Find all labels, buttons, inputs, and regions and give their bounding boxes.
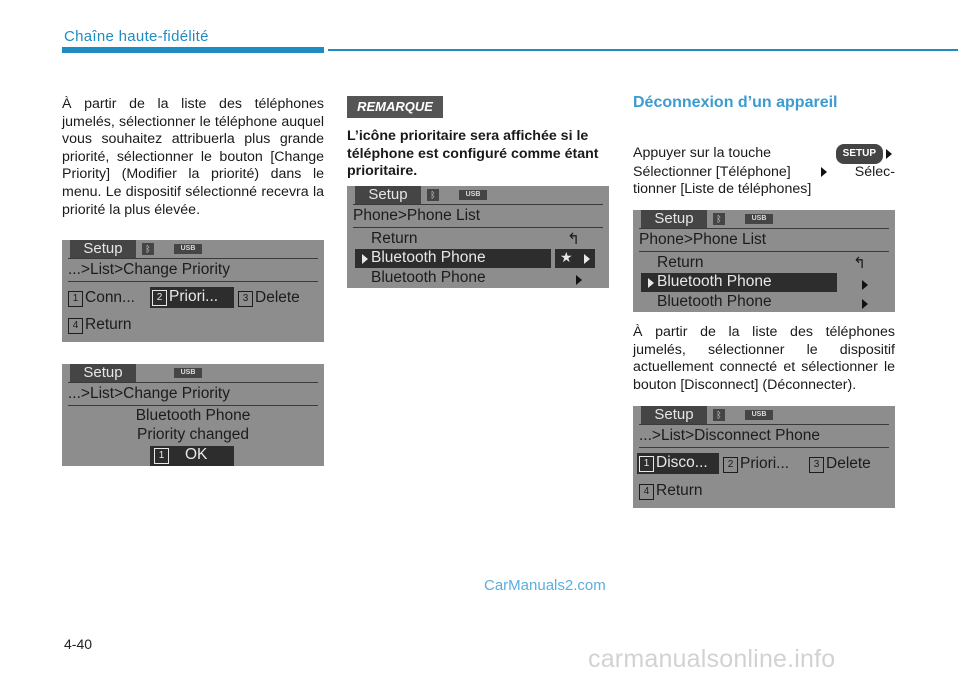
- lcd-row-phone[interactable]: Bluetooth Phone: [371, 269, 486, 286]
- page-number: 4-40: [64, 636, 93, 652]
- lcd-option-delete[interactable]: 3 Delete: [238, 289, 300, 307]
- lcd-tab-setup: Setup: [70, 364, 136, 382]
- usb-icon: USB: [174, 244, 202, 254]
- lcd-tab-setup: Setup: [70, 240, 136, 258]
- instruction-paragraph: Appuyer sur la touche SETUP Sélectionner [Téléphone] Sélec- tionner [Liste de téléphones]: [633, 145, 895, 198]
- bluetooth-icon: ᛒ: [142, 243, 154, 255]
- section-header-title: Chaîne haute-fidélité: [64, 28, 209, 45]
- lcd-divider: [68, 258, 318, 259]
- watermark-link[interactable]: CarManuals2.com: [484, 577, 606, 594]
- play-arrow-icon: [648, 278, 654, 288]
- lcd-tab-setup: Setup: [641, 406, 707, 424]
- arrow-right-icon: [584, 254, 590, 264]
- lcd-option-return[interactable]: 4 Return: [639, 482, 703, 500]
- note-badge: REMARQUE: [347, 96, 443, 118]
- priority-star-box: [555, 249, 595, 268]
- number-2-icon: 2: [723, 457, 738, 473]
- usb-icon: USB: [745, 214, 773, 224]
- lcd-divider: [639, 447, 889, 448]
- header-rule-thick: [62, 47, 324, 53]
- usb-icon: USB: [745, 410, 773, 420]
- lcd-option-disconnect-selected[interactable]: 1 Disco...: [637, 453, 719, 474]
- lcd-row-return[interactable]: Return: [657, 254, 704, 271]
- arrow-right-icon: [862, 299, 868, 309]
- number-1-icon: 1: [154, 448, 169, 464]
- setup-key-icon: SETUP: [836, 144, 883, 164]
- lcd-divider: [68, 281, 318, 282]
- number-1-icon: 1: [68, 291, 83, 307]
- lcd-path: Phone>Phone List: [353, 207, 481, 224]
- number-1-icon: 1: [639, 456, 654, 472]
- lcd-disconnect-phone: [633, 406, 895, 508]
- usb-icon: USB: [459, 190, 487, 200]
- bluetooth-icon: ᛒ: [713, 213, 725, 225]
- lcd-divider: [639, 251, 889, 252]
- arrow-right-icon: [576, 275, 582, 285]
- play-arrow-icon: [362, 254, 368, 264]
- lcd-divider: [68, 382, 318, 383]
- return-icon: ↰: [853, 255, 866, 272]
- lcd-phone-list: [633, 210, 895, 312]
- arrow-right-icon: [862, 280, 868, 290]
- lcd-tab-setup: Setup: [641, 210, 707, 228]
- lcd-option-priority-selected[interactable]: 2 Priori...: [150, 287, 234, 308]
- number-4-icon: 4: [639, 484, 654, 500]
- lcd-path: Phone>Phone List: [639, 231, 767, 248]
- lcd-change-priority: [62, 240, 324, 342]
- lcd-divider: [353, 227, 603, 228]
- lcd-row-phone[interactable]: Bluetooth Phone: [657, 293, 772, 310]
- section-title: Déconnexion d’un appareil: [633, 94, 838, 111]
- lcd-row-selected[interactable]: Bluetooth Phone: [355, 249, 551, 268]
- lcd-row-selected[interactable]: Bluetooth Phone: [641, 273, 837, 292]
- bluetooth-icon: ᛒ: [713, 409, 725, 421]
- lcd-row-return[interactable]: Return: [371, 230, 418, 247]
- lcd-option-connect[interactable]: 1 Conn...: [68, 289, 135, 307]
- lcd-divider: [353, 204, 603, 205]
- watermark-text: carmanualsonline.info: [588, 645, 836, 673]
- lcd-option-priority[interactable]: 2 Priori...: [723, 455, 789, 473]
- disconnect-paragraph: À partir de la liste des téléphones jumelés, sélectionner le dispositif actuellement connecté et sélectionner le bouton [Disconnect] (Déconnecter).: [633, 324, 895, 393]
- number-3-icon: 3: [238, 291, 253, 307]
- number-4-icon: 4: [68, 318, 83, 334]
- lcd-priority-changed: [62, 364, 324, 466]
- lcd-option-delete[interactable]: 3 Delete: [809, 455, 871, 473]
- arrow-right-icon: [821, 167, 827, 177]
- star-icon: ★: [560, 249, 573, 265]
- lcd-message-line2: Priority changed: [136, 426, 249, 443]
- header-rule-thin: [328, 49, 958, 51]
- lcd-message-line1: Bluetooth Phone: [135, 407, 251, 424]
- note-text: L’icône prioritaire sera affichée si le téléphone est configuré comme étant prioritaire.: [347, 128, 599, 180]
- lcd-path: ...>List>Disconnect Phone: [639, 427, 820, 444]
- arrow-right-icon: [886, 149, 892, 159]
- lcd-divider: [639, 228, 889, 229]
- bluetooth-icon: ᛒ: [427, 189, 439, 201]
- priority-paragraph: À partir de la liste des téléphones jumelés, sélectionner le téléphone auquel vous souhaitez attribuerla plus grande priorité, sélectionner le bouton [Change Priority] (Modifier la priorité) dans le menu. Le dispositif sélectionné recevra la priorité la plus élevée.: [62, 96, 324, 218]
- number-3-icon: 3: [809, 457, 824, 473]
- lcd-ok-button[interactable]: 1 OK: [150, 446, 234, 466]
- lcd-phone-list-priority: [347, 186, 609, 288]
- lcd-path: ...>List>Change Priority: [68, 385, 230, 402]
- number-2-icon: 2: [152, 290, 167, 306]
- lcd-divider: [639, 424, 889, 425]
- lcd-path: ...>List>Change Priority: [68, 261, 230, 278]
- return-icon: ↰: [567, 231, 580, 248]
- lcd-divider: [68, 405, 318, 406]
- lcd-option-return[interactable]: 4 Return: [68, 316, 132, 334]
- usb-icon: USB: [174, 368, 202, 378]
- lcd-tab-setup: Setup: [355, 186, 421, 204]
